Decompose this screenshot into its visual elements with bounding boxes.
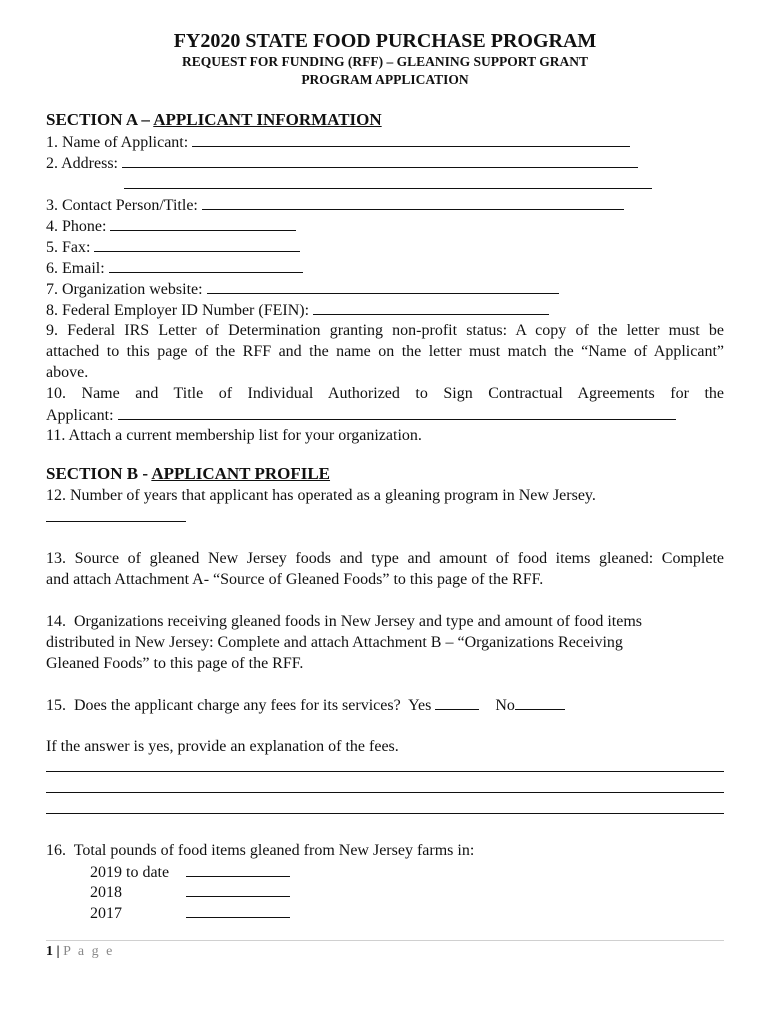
applicant-name-field[interactable]	[192, 131, 630, 147]
pounds-text: 16. Total pounds of food items gleaned from New Jersey farms in:	[46, 842, 475, 859]
fax-row	[46, 236, 300, 258]
fees-explain-text: If the answer is yes, provide an explanation of the fees.	[46, 738, 399, 755]
membership-text: 11. Attach a current membership list for your organization.	[46, 427, 422, 444]
contact-label: 3. Contact Person/Title:	[46, 197, 198, 214]
irs-text-line2: attached to this page of the RFF and the name on the letter must match the “Name of Applicant”	[46, 343, 724, 360]
email-row	[46, 257, 303, 279]
authorized-text-line1: 10. Name and Title of Individual Authorized to Sign Contractual Agreements for the	[46, 385, 724, 402]
pounds-2018-field[interactable]	[186, 881, 290, 897]
fees-row	[46, 694, 565, 716]
pounds-2018-label: 2018	[90, 884, 122, 901]
years-field[interactable]	[46, 506, 186, 522]
source-text-line1: 13. Source of gleaned New Jersey foods and type and amount of food items gleaned: Complete	[46, 550, 724, 567]
document-subtitle-line2: PROGRAM APPLICATION	[301, 72, 469, 87]
years-text: 12. Number of years that applicant has operated as a gleaning program in New Jersey.	[46, 487, 596, 504]
document-title: FY2020 STATE FOOD PURCHASE PROGRAM	[173, 30, 597, 52]
phone-row	[46, 215, 296, 237]
footer-divider	[46, 940, 724, 941]
fees-question: 15. Does the applicant charge any fees for its services? Yes	[46, 697, 432, 714]
fees-no-field[interactable]	[515, 694, 565, 710]
document-subtitle-line1: REQUEST FOR FUNDING (RFF) – GLEANING SUPPORT GRANT	[182, 54, 588, 69]
website-field[interactable]	[207, 278, 559, 294]
website-label: 7. Organization website:	[46, 281, 203, 298]
pounds-2019-field[interactable]	[186, 861, 290, 877]
phone-field[interactable]	[110, 215, 296, 231]
section-a-title: APPLICANT INFORMATION	[153, 110, 382, 129]
address-row-2	[124, 173, 652, 195]
contact-row	[46, 194, 624, 216]
pounds-2017-label: 2017	[90, 905, 122, 922]
phone-label: 4. Phone:	[46, 218, 107, 235]
section-a-heading	[46, 109, 382, 131]
orgs-text-line2: distributed in New Jersey: Complete and attach Attachment B – “Organizations Receiving	[46, 634, 623, 651]
fein-field[interactable]	[313, 299, 549, 315]
page-separator: |	[56, 944, 60, 959]
email-field[interactable]	[109, 257, 303, 273]
address-row	[46, 152, 638, 174]
fein-label: 8. Federal Employer ID Number (FEIN):	[46, 302, 310, 319]
email-label: 6. Email:	[46, 260, 105, 277]
pounds-2018-row	[90, 881, 290, 903]
fax-label: 5. Fax:	[46, 239, 91, 256]
fees-explain-field-line3[interactable]	[46, 813, 724, 814]
pounds-2019-label: 2019 to date	[90, 864, 170, 881]
applicant-name-label: 1. Name of Applicant:	[46, 134, 189, 151]
irs-text-line3: above.	[46, 364, 89, 381]
section-a-prefix: SECTION A –	[46, 110, 154, 129]
fees-no-label: No	[495, 697, 515, 714]
contact-field[interactable]	[202, 194, 624, 210]
section-b-prefix: SECTION B -	[46, 464, 152, 483]
fein-row	[46, 299, 549, 321]
section-b-title: APPLICANT PROFILE	[151, 464, 331, 483]
fees-explain-field-line1[interactable]	[46, 771, 724, 772]
address-field-line1[interactable]	[122, 152, 638, 168]
page-number: 1	[46, 944, 53, 959]
page-label: P a g e	[63, 944, 115, 959]
authorized-label: Applicant:	[46, 407, 114, 424]
years-row	[46, 506, 186, 528]
fax-field[interactable]	[94, 236, 300, 252]
authorized-row	[46, 404, 676, 426]
irs-text-line1: 9. Federal IRS Letter of Determination granting non-profit status: A copy of the letter must be	[46, 322, 724, 339]
page-footer	[46, 943, 114, 961]
fees-explain-field-line2[interactable]	[46, 792, 724, 793]
pounds-2017-row	[90, 902, 290, 924]
pounds-2017-field[interactable]	[186, 902, 290, 918]
address-field-line2[interactable]	[124, 173, 652, 189]
section-b-heading	[46, 463, 330, 485]
address-label: 2. Address:	[46, 155, 118, 172]
website-row	[46, 278, 559, 300]
orgs-text-line3: Gleaned Foods” to this page of the RFF.	[46, 655, 304, 672]
source-text-line2: and attach Attachment A- “Source of Gleaned Foods” to this page of the RFF.	[46, 571, 544, 588]
authorized-field[interactable]	[118, 404, 676, 420]
fees-yes-field[interactable]	[435, 694, 479, 710]
orgs-text-line1: 14. Organizations receiving gleaned foods in New Jersey and type and amount of food items	[46, 613, 642, 630]
pounds-2019-row	[90, 861, 290, 883]
applicant-name-row	[46, 131, 630, 153]
